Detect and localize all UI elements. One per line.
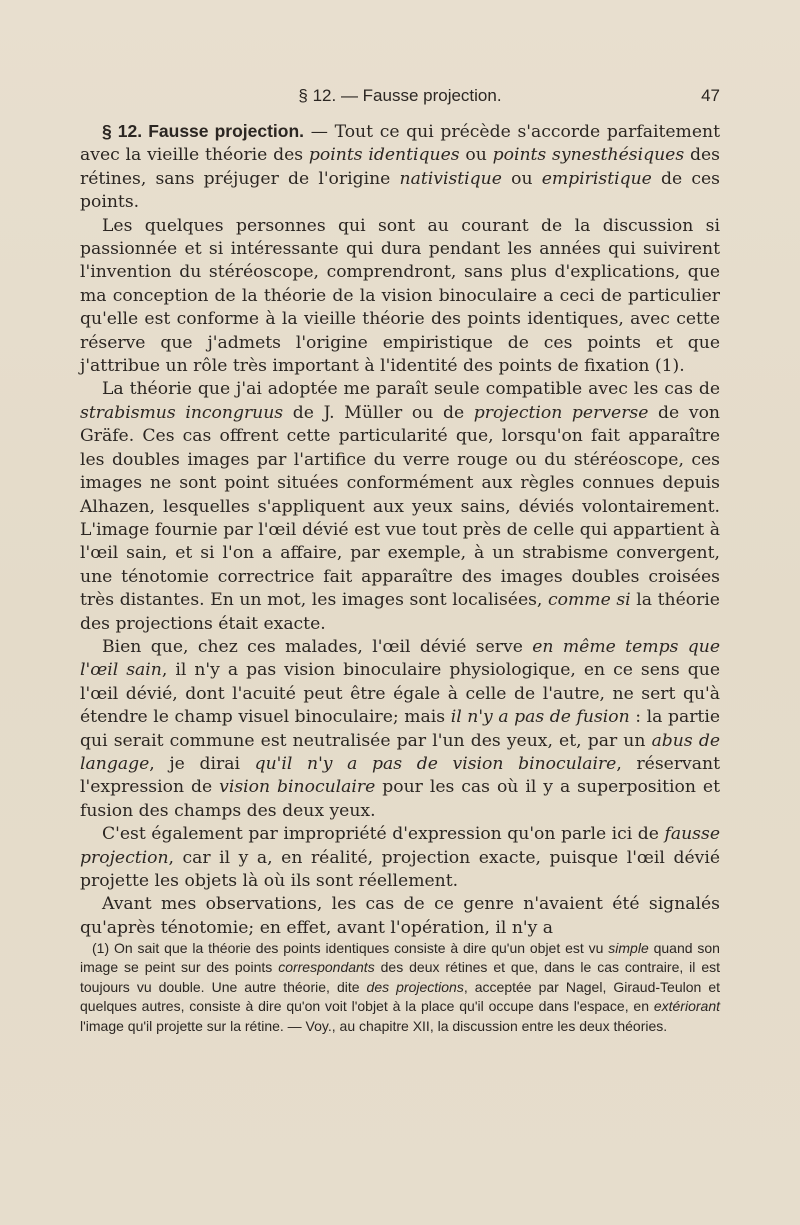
text-run: des deux rétines et que, dans le cas contraire, il est toujours vu double. Une autre théorie, dite [80, 959, 720, 995]
text-run: , je dirai [149, 753, 255, 774]
italic-text: points synesthésiques [492, 145, 685, 166]
text-run: , car il y a, en réalité, projection exacte, puisque l'œil dévié projette les objets là où ils sont réellement. [80, 847, 720, 891]
paragraph-6 [80, 893, 720, 940]
italic-text: des projections [366, 978, 464, 995]
paragraph-2 [80, 215, 720, 379]
italic-text: abus de langage [80, 730, 720, 774]
text-run: C'est également par impropriété d'expression qu'on parle ici de [102, 824, 665, 845]
text-run: Les quelques personnes qui sont au courant de la discussion si passionnée et si intéressante qui dura pendant les années qui suivirent l'invention du stéréoscope, comprendront, sans plus d'explications, que ma conception de la théorie de la vision binoculaire a ceci de particulier qu'elle est conforme à la vieille théorie des points identiques, avec cette réserve que j'admets l'origine empiristique de ces points et que j'attribue un rôle très important à l'identité des points de fixation (1). [80, 215, 720, 377]
text-run: ou [501, 168, 542, 189]
italic-text: vision binoculaire [219, 777, 376, 798]
footnotes [80, 939, 720, 1036]
italic-text: strabismus incongruus [80, 402, 284, 423]
page-number: 47 [701, 86, 720, 105]
text-run: (1) On sait que la théorie des points identiques consiste à dire qu'un objet est vu [92, 940, 609, 956]
paragraph-4 [80, 636, 720, 823]
running-head [80, 86, 720, 110]
text-run: de J. Müller ou de [283, 402, 474, 423]
text-run: , réservant l'expression de [80, 753, 720, 798]
italic-text: qu'il n'y a pas de vision binoculaire [254, 753, 617, 774]
italic-text: points identiques [308, 145, 460, 166]
text-run: Avant mes observations, les cas de ce genre n'avaient été signalés qu'après ténotomie; en effet, avant l'opération, il n'y a [80, 894, 720, 938]
italic-text: correspondants [278, 959, 375, 976]
section-heading: § 12. Fausse projection. [102, 121, 305, 141]
paragraph-3 [80, 378, 720, 635]
text-run: l'image qu'il projette sur la rétine. — Voy., au chapitre XII, la discussion entre les deux théories. [80, 1017, 668, 1034]
footnote-1 [80, 939, 720, 1036]
text-run: pour les cas où il y a superposition et fusion des champs des deux yeux. [80, 777, 720, 821]
italic-text: empiristique [541, 168, 652, 189]
text-run: des rétines, sans préjuger de l'origine [80, 145, 720, 189]
paragraph-1 [80, 120, 720, 215]
italic-text: extériorant [653, 998, 720, 1015]
italic-text: nativistique [399, 168, 502, 189]
body-text [80, 120, 720, 940]
italic-text: simple [608, 940, 649, 956]
text-run: Bien que, chez ces malades, l'œil dévié serve [102, 636, 533, 657]
italic-text: il n'y a pas de fusion [450, 707, 630, 728]
text-run: quand son image se peint sur des points [80, 940, 720, 976]
text-run: La théorie que j'ai adoptée me paraît seule compatible avec les cas de [102, 379, 720, 400]
text-run: ou [459, 145, 493, 166]
italic-text: fausse projection [80, 824, 720, 868]
italic-text: comme si [548, 590, 631, 611]
text-run: de von Gräfe. Ces cas offrent cette particularité que, lorsqu'on fait apparaître les doubles images par l'artifice du verre rouge ou du stéréoscope, ces images ne sont point situées conformément aux règles connues depuis Alhazen, lesquelles s'appliquent aux yeux sains, déviés volontairement. L'image fournie par l'œil dévié est vue tout près de celle qui appartient à l'œil sain, et si l'on a affaire, par exemple, à un strabisme convergent, une ténotomie correctrice fait apparaître des images doubles croisées très distantes. En un mot, les images sont localisées, [80, 402, 720, 611]
italic-text: projection perverse [473, 402, 649, 423]
text-run: de ces points. [80, 168, 720, 213]
text-run: , il n'y a pas vision binoculaire physiologique, en ce sens que l'œil dévié, dont l'acuité peut être égale à celle de l'autre, ne sert qu'à étendre le champ visuel binoculaire; mais [80, 660, 720, 728]
text-run: la théorie des projections était exacte. [80, 590, 720, 634]
paragraph-5 [80, 823, 720, 893]
italic-text: en même temps que l'œil sain [80, 636, 721, 681]
running-head-title: § 12. — Fausse projection. [298, 86, 502, 105]
text-run: — Tout ce qui précède s'accorde parfaitement avec la vieille théorie des [80, 122, 721, 166]
text-run: : la partie qui serait commune est neutralisée par l'un des yeux, et, par un [80, 707, 721, 751]
text-run: , acceptée par Nagel, Giraud-Teulon et quelques autres, consiste à dire qu'on voit l'objet à la place qu'il occupe dans l'espace, en [80, 978, 720, 1015]
